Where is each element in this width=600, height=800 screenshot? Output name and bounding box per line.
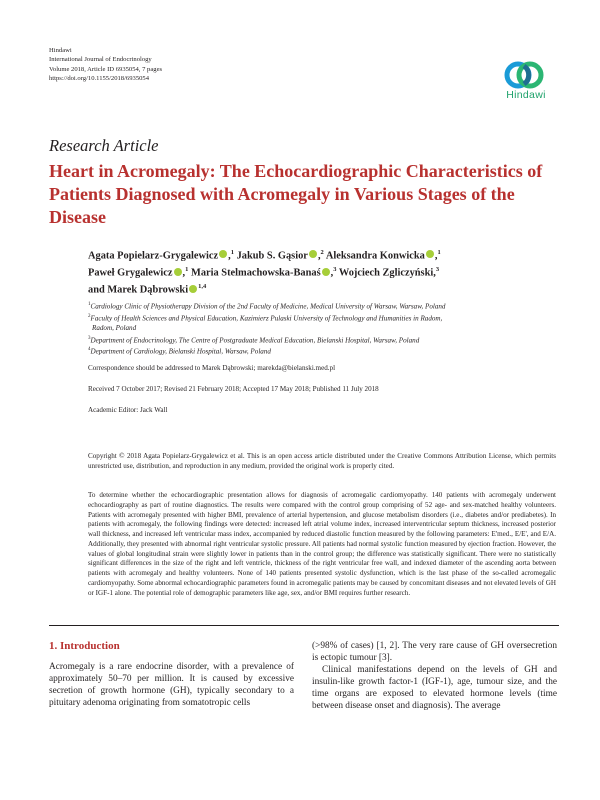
author-affiliation-ref: 1 (230, 249, 234, 256)
affiliation-item: $^2$Faculty of Health Sciences and Physical Education, Kazimierz Pulaski University of Technology and Humanities in Radom, (88, 313, 443, 323)
doi-link[interactable]: https://doi.org/10.1155/2018/6935054 (49, 74, 150, 82)
author-affiliation-ref: 3 (333, 266, 337, 274)
orcid-icon[interactable] (426, 250, 434, 258)
author-affiliation-ref: 1 (437, 249, 441, 256)
author-affiliation-ref: 2 (320, 249, 324, 256)
author-affiliation-ref: 1,4 (198, 283, 207, 291)
author-name[interactable]: Maria Stelmachowska-Banaś (191, 267, 321, 279)
intro-paragraph: Clinical manifestations depend on the levels of GH and insulin-like growth factor-1 (IGF-1), age, tumour size, and the time organs are exposed to elevated hormone levels (time between disease onset and diagnosis). The average (312, 665, 557, 712)
academic-editor: Academic Editor: Jack Wall (88, 406, 168, 414)
orcid-icon[interactable] (189, 285, 197, 293)
abstract-text: To determine whether the echocardiographic presentation allows for diagnosis of acromegalic cardiomyopathy. 140 patients with acromegaly underwent echocardiography as part of routine diagnostics. The results were compared with the control group comprising of 52 age- and sex-matched healthy volunteers. Patients with acromegaly presented with higher BMI, prevalence of arterial hypertension, and glucose metabolism disorders (i.e., diabetes and/or prediabetes). In patients with acromegaly, the following findings were detected: increased left atrial volume index, increased interventricular septum thickness, increased posterior wall thickness, and increased left ventricular mass index, accompanied by reduced diastolic function measured by the following parameters: E'med., E/E', and E/A. Additionally, they presented with abnormal right ventricular systolic pressure. All patients had normal systolic function measured by ejection fraction. However, the values of global longitudinal strain were slightly lower in patients than in the control group; the difference was statistically significant. There were no statistically significant differences in the size of the right and left ventricle, thickness of the right ventricular free wall, and indexed diameter of the ascending aorta between patients with acromegaly and healthy volunteers. None of 140 patients presented systolic dysfunction, which is the last phase of the so-called acromegalic cardiomyopathy. Some abnormal echocardiographic parameters found in acromegalic patients may be caused by concomitant diseases and not elevated levels of GH or IGF-1 alone. The potential role of demographic parameters like age, sex, and/or BMI requires further research. (88, 491, 556, 597)
publication-dates: Received 7 October 2017; Revised 21 February 2018; Accepted 17 May 2018; Published 11 July 2018 (88, 385, 379, 393)
author-affiliation-ref: 3 (435, 266, 440, 274)
author-affiliation-ref: 1 (185, 266, 189, 274)
publisher-name: Hindawi (49, 47, 72, 54)
affiliation-item: $^4$Department of Cardiology, Bielanski Hospital, Warsaw, Poland (88, 347, 271, 356)
author-name[interactable]: Agata Popielarz-Grygalewicz (88, 250, 219, 262)
intro-paragraph: (>98% of cases) [1, 2]. The very rare cause of GH oversecretion is ectopic tumour [3]. (312, 641, 557, 664)
affiliation-item: $^3$Department of Endocrinology, The Centre of Postgraduate Medical Education, Bielanski Hospital, Warsaw, Poland (88, 335, 420, 344)
orcid-icon[interactable] (322, 268, 330, 276)
affiliation-item: $^1$Cardiology Clinic of Physiotherapy Division of the 2nd Faculty of Medicine, Medical University of Warsaw, Warsaw, Poland (88, 302, 446, 311)
orcid-icon[interactable] (309, 250, 317, 258)
author-name[interactable]: Marek Dąbrowski (107, 284, 189, 296)
author-name[interactable]: Paweł Grygalewicz (88, 267, 173, 279)
author-name[interactable]: Wojciech Zgliczyński (338, 267, 434, 279)
affiliation-list (88, 300, 558, 357)
volume-line: Volume 2018, Article ID 6935054, 7 pages (49, 65, 163, 73)
affiliation-continuation: Radom, Poland (92, 323, 137, 332)
correspondence-line: Correspondence should be addressed to Marek Dąbrowski; marekda@bielanski.med.pl (88, 364, 336, 372)
journal-header (49, 46, 162, 83)
hindawi-logo-text: Hindawi (506, 89, 546, 101)
author-name[interactable]: Jakub S. Gąsior (236, 250, 308, 262)
section-divider (49, 625, 559, 626)
article-type: Research Article (49, 136, 159, 155)
orcid-icon[interactable] (219, 250, 227, 258)
intro-column-left: Acromegaly is a rare endocrine disorder, with a prevalence of approximately 50–70 per million. It is caused by excessive secretion of growth hormone (GH), typically secondary to a pituitary adenoma originating from somatotropic cells (49, 662, 294, 709)
orcid-icon[interactable] (174, 268, 182, 276)
article-title: Heart in Acromegaly: The Echocardiographic Characteristics of Patients Diagnosed with Acromegaly in Various Stages of the Disease (49, 161, 543, 227)
intro-column-right (312, 640, 557, 713)
author-name[interactable]: Aleksandra Konwicka (325, 250, 425, 262)
section-heading: 1. Introduction (49, 640, 120, 652)
copyright-notice: Copyright © 2018 Agata Popielarz-Grygalewicz et al. This is an open access article distributed under the Creative Commons Attribution License, which permits unrestricted use, distribution, and reproduction in any medium, provided the original work is properly cited. (88, 452, 556, 470)
journal-name: International Journal of Endocrinology (49, 56, 152, 64)
author-list: Agata Popielarz-Grygalewicz ,$^1$ Jakub S. Gąsior ,$^2$ Aleksandra Konwicka ,$^1$ Paweł Grygalewicz ,$^1$ Maria Stelmachowska-Banaś ,$^3$ Wojciech Zgliczyński,$^3$ and Marek Dąbrowski $^{1,4}$ (88, 249, 441, 296)
